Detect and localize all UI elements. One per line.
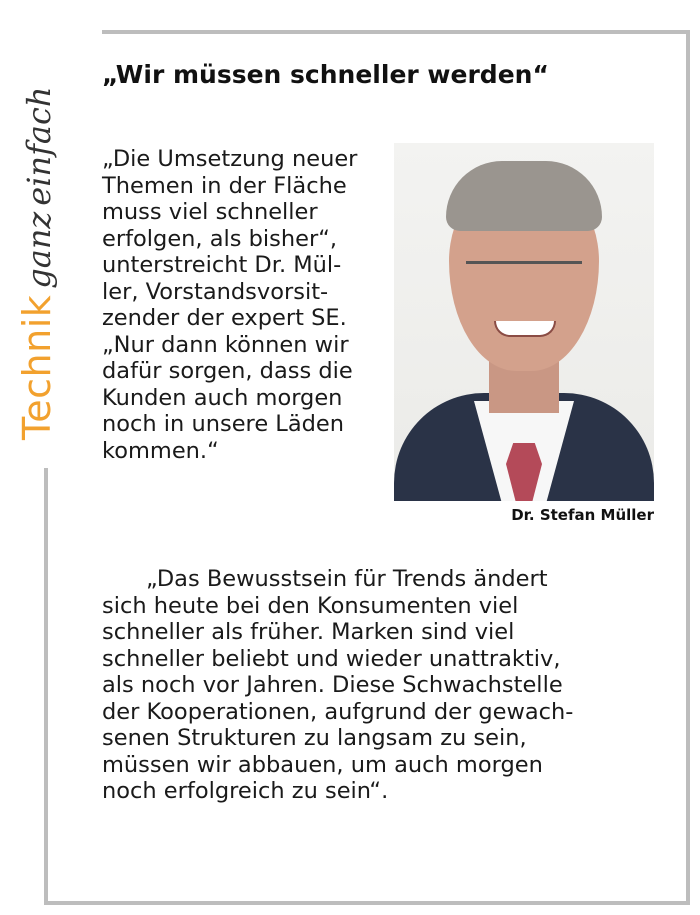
paragraph-line: als noch vor Jahren. Diese Schwachstelle [102, 672, 563, 698]
photo-caption: Dr. Stefan Müller [511, 506, 654, 524]
paragraph-line: schneller als früher. Marken sind viel [102, 619, 515, 645]
section-label-ganz: ganz [20, 211, 58, 289]
paragraph-line: schneller beliebt und wieder unattraktiv, [102, 645, 561, 672]
paragraph-line: zender der expert SE. [102, 305, 347, 331]
paragraph-line: „Das Bewusstsein für Trends ändert [146, 566, 548, 592]
paragraph-line: „Nur dann können wir [102, 331, 349, 358]
paragraph-line: noch erfolgreich zu sein“. [102, 778, 389, 804]
paragraph-line: Kunden auch morgen [102, 384, 343, 411]
paragraph-line: unterstreicht Dr. Mül- [102, 252, 342, 278]
frame-bottom-border [44, 901, 690, 905]
paragraph-line: kommen.“ [102, 437, 219, 464]
section-label-einfach: einfach [20, 86, 58, 206]
frame-right-border [686, 30, 690, 905]
paragraph-1 [102, 146, 402, 464]
paragraph-2 [102, 566, 672, 805]
paragraph-line: ler, Vorstandsvorsit- [102, 278, 329, 305]
paragraph-line: sich heute bei den Konsumenten viel [102, 592, 519, 619]
photo-glasses [466, 261, 582, 284]
section-label-technik: Technik [15, 294, 59, 440]
paragraph-line: „Die Umsetzung neuer [102, 146, 358, 172]
frame-left-border [44, 468, 48, 905]
frame-top-border [102, 30, 690, 34]
section-label [15, 86, 59, 440]
paragraph-line: erfolgen, als bisher“, [102, 225, 338, 252]
paragraph-line: senen Strukturen zu langsam zu sein, [102, 725, 527, 751]
portrait-photo [394, 143, 654, 501]
paragraph-line: müssen wir abbauen, um auch morgen [102, 751, 543, 778]
photo-mouth [494, 321, 556, 337]
photo-hair [446, 161, 602, 231]
article-headline: „Wir müssen schneller werden“ [102, 60, 549, 89]
paragraph-line: der Kooperationen, aufgrund der gewach- [102, 698, 574, 725]
paragraph-line: noch in unsere Läden [102, 411, 345, 437]
paragraph-line: muss viel schneller [102, 199, 318, 225]
paragraph-line: dafür sorgen, dass die [102, 358, 353, 384]
paragraph-line: Themen in der Fläche [102, 172, 347, 199]
